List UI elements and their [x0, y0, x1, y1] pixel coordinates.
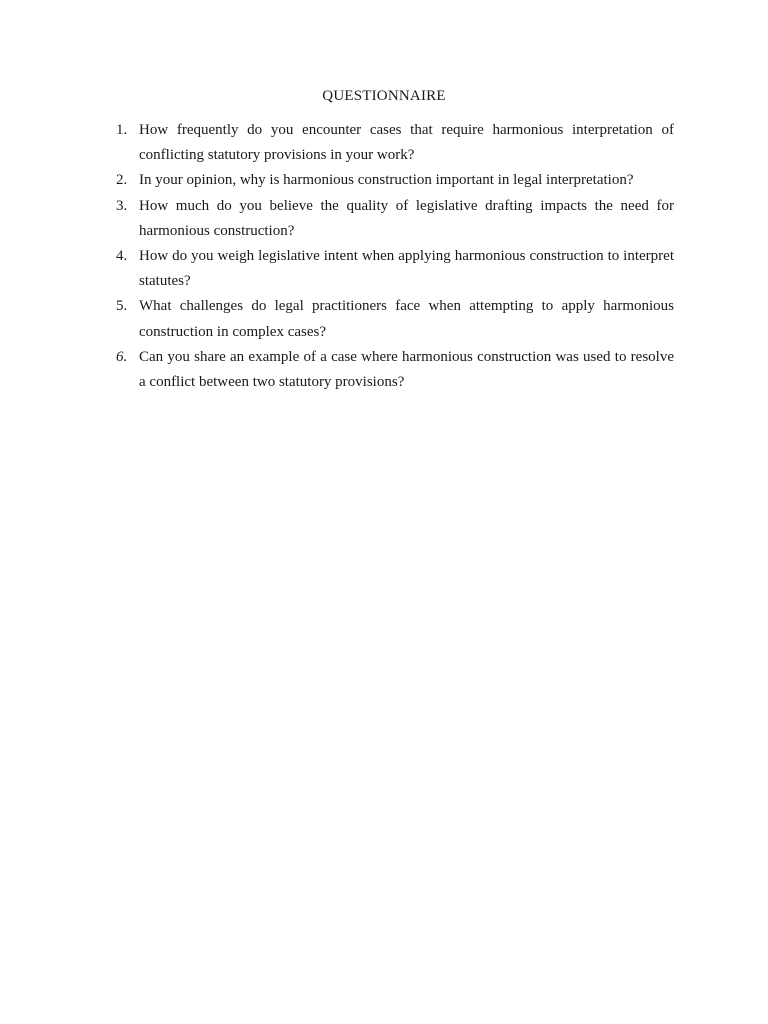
question-list [112, 118, 674, 395]
question-text: What challenges do legal practitioners face when attempting to apply harmonious construction in complex cases? [139, 298, 674, 340]
question-number: 4. [116, 248, 128, 265]
question-text: How much do you believe the quality of legislative drafting impacts the need for harmonious construction? [139, 197, 674, 239]
question-text: How do you weigh legislative intent when applying harmonious construction to interpret statutes? [139, 248, 674, 290]
question-item-3 [112, 194, 674, 244]
question-item-5 [112, 294, 674, 344]
question-text: Can you share an example of a case where harmonious construction was used to resolve a conflict between two statutory provisions? [139, 348, 674, 391]
question-number: 1. [116, 122, 128, 138]
question-text: How frequently do you encounter cases that require harmonious interpretation of conflicting statutory provisions in your work? [139, 122, 674, 164]
question-number: 6. [116, 348, 128, 365]
question-item-6 [112, 345, 674, 395]
question-item-2 [112, 168, 674, 193]
page-title: QUESTIONNAIRE [322, 88, 446, 104]
question-number: 2. [116, 172, 128, 189]
question-item-1 [112, 118, 674, 168]
question-number: 3. [116, 197, 128, 214]
question-item-4 [112, 244, 674, 294]
question-number: 5. [116, 298, 128, 315]
question-text: In your opinion, why is harmonious construction important in legal interpretation? [139, 172, 634, 189]
